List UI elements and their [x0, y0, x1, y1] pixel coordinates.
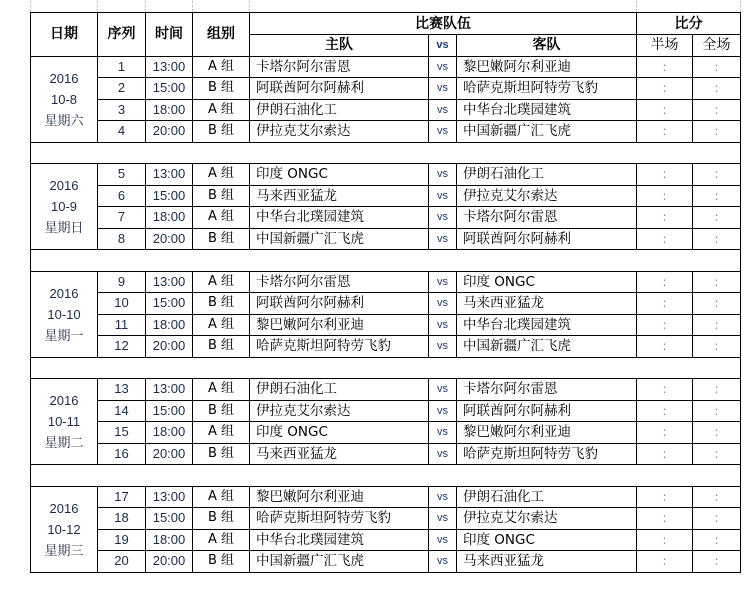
spacer-cell: [31, 250, 741, 272]
home-team-cell: 哈萨克斯坦阿特劳飞豹: [250, 508, 429, 530]
time-cell: 20:00: [146, 443, 193, 465]
group-cell: B 组: [193, 185, 250, 207]
seq-cell: 2: [98, 78, 146, 100]
table-row: [31, 379, 741, 401]
time-cell: 18:00: [146, 99, 193, 121]
home-team-cell: 印度 ONGC: [250, 164, 429, 186]
date-cell: [31, 379, 98, 465]
seq-cell: 9: [98, 271, 146, 293]
full-score-cell: :: [693, 508, 741, 530]
vs-cell: vs: [429, 228, 457, 250]
table-row: [31, 56, 741, 78]
seq-cell: 13: [98, 379, 146, 401]
gridline: [740, 0, 741, 12]
away-team-cell: 伊朗石油化工: [457, 164, 637, 186]
group-cell: A 组: [193, 207, 250, 229]
half-score-cell: :: [637, 164, 693, 186]
gridline: [636, 0, 637, 12]
away-team-cell: 哈萨克斯坦阿特劳飞豹: [457, 78, 637, 100]
date-date: 10-12: [47, 521, 81, 537]
home-team-cell: 卡塔尔阿尔雷恩: [250, 271, 429, 293]
half-score-cell: :: [637, 271, 693, 293]
away-team-cell: 中国新疆广汇飞虎: [457, 336, 637, 358]
home-team-cell: 哈萨克斯坦阿特劳飞豹: [250, 336, 429, 358]
full-score-cell: :: [693, 379, 741, 401]
table-row: [31, 293, 741, 315]
half-score-cell: :: [637, 56, 693, 78]
time-cell: 13:00: [146, 271, 193, 293]
vs-cell: vs: [429, 185, 457, 207]
date-year: 2016: [49, 393, 79, 408]
away-team-cell: 阿联酋阿尔阿赫利: [457, 400, 637, 422]
vs-cell: vs: [429, 486, 457, 508]
group-cell: B 组: [193, 78, 250, 100]
half-score-cell: :: [637, 314, 693, 336]
home-team-cell: 黎巴嫩阿尔利亚迪: [250, 314, 429, 336]
table-row: [31, 207, 741, 229]
table-row: [31, 422, 741, 444]
home-team-cell: 伊拉克艾尔索达: [250, 400, 429, 422]
seq-cell: 12: [98, 336, 146, 358]
seq-cell: 6: [98, 185, 146, 207]
away-team-cell: 印度 ONGC: [457, 271, 637, 293]
full-score-cell: :: [693, 551, 741, 573]
full-score-cell: :: [693, 314, 741, 336]
vs-cell: vs: [429, 422, 457, 444]
table-row: [31, 529, 741, 551]
time-cell: 18:00: [146, 529, 193, 551]
half-score-cell: :: [637, 185, 693, 207]
seq-cell: 18: [98, 508, 146, 530]
half-score-cell: :: [637, 99, 693, 121]
date-date: 10-9: [50, 199, 78, 214]
vs-cell: vs: [429, 529, 457, 551]
full-score-cell: :: [693, 78, 741, 100]
home-team-cell: 卡塔尔阿尔雷恩: [250, 56, 429, 78]
full-score-cell: :: [693, 164, 741, 186]
date-weekday: 星期三: [44, 542, 84, 558]
table-row: [31, 78, 741, 100]
group-cell: A 组: [193, 56, 250, 78]
away-team-cell: 黎巴嫩阿尔利亚迪: [457, 422, 637, 444]
half-score-cell: :: [637, 379, 693, 401]
full-score-cell: :: [693, 185, 741, 207]
date-year: 2016: [49, 500, 79, 516]
group-cell: B 组: [193, 508, 250, 530]
group-cell: B 组: [193, 228, 250, 250]
table-row: [31, 99, 741, 121]
gridline: [192, 0, 193, 12]
half-score-cell: :: [637, 400, 693, 422]
gridline: [145, 0, 146, 12]
vs-cell: vs: [429, 99, 457, 121]
group-cell: B 组: [193, 336, 250, 358]
date-year: 2016: [49, 178, 79, 193]
vs-cell: vs: [429, 164, 457, 186]
away-team-cell: 伊拉克艾尔索达: [457, 185, 637, 207]
spacer-cell: [31, 142, 741, 164]
time-cell: 15:00: [146, 293, 193, 315]
group-cell: B 组: [193, 443, 250, 465]
home-team-cell: 阿联酋阿尔阿赫利: [250, 78, 429, 100]
full-score-cell: :: [693, 228, 741, 250]
seq-cell: 16: [98, 443, 146, 465]
seq-cell: 20: [98, 551, 146, 573]
time-cell: 13:00: [146, 56, 193, 78]
spacer-row: [31, 142, 741, 164]
away-team-cell: 卡塔尔阿尔雷恩: [457, 379, 637, 401]
home-team-cell: 马来西亚猛龙: [250, 443, 429, 465]
seq-cell: 19: [98, 529, 146, 551]
time-cell: 18:00: [146, 422, 193, 444]
half-score-cell: :: [637, 293, 693, 315]
home-team-cell: 中华台北璞园建筑: [250, 529, 429, 551]
schedule-table: [30, 12, 741, 573]
away-team-cell: 伊拉克艾尔索达: [457, 508, 637, 530]
date-weekday: 星期日: [44, 220, 84, 235]
full-score-cell: :: [693, 443, 741, 465]
half-score-cell: :: [637, 443, 693, 465]
group-cell: A 组: [193, 422, 250, 444]
header-full: 全场: [693, 35, 741, 57]
half-score-cell: :: [637, 207, 693, 229]
vs-cell: vs: [429, 207, 457, 229]
date-year: 2016: [49, 285, 79, 301]
time-cell: 15:00: [146, 400, 193, 422]
table-row: [31, 228, 741, 250]
time-cell: 13:00: [146, 486, 193, 508]
date-date: 10-10: [47, 306, 81, 322]
home-team-cell: 伊拉克艾尔索达: [250, 121, 429, 143]
seq-cell: 11: [98, 314, 146, 336]
group-cell: A 组: [193, 99, 250, 121]
group-cell: A 组: [193, 486, 250, 508]
away-team-cell: 伊朗石油化工: [457, 486, 637, 508]
vs-cell: vs: [429, 78, 457, 100]
away-team-cell: 中国新疆广汇飞虎: [457, 121, 637, 143]
vs-cell: vs: [429, 508, 457, 530]
date-cell: [31, 486, 98, 572]
away-team-cell: 中华台北璞园建筑: [457, 314, 637, 336]
home-team-cell: 中国新疆广汇飞虎: [250, 551, 429, 573]
away-team-cell: 黎巴嫩阿尔利亚迪: [457, 56, 637, 78]
group-cell: A 组: [193, 164, 250, 186]
spacer-cell: [31, 357, 741, 379]
seq-cell: 17: [98, 486, 146, 508]
gridline: [97, 0, 98, 12]
date-weekday: 星期二: [44, 435, 84, 450]
group-cell: B 组: [193, 121, 250, 143]
home-team-cell: 中国新疆广汇飞虎: [250, 228, 429, 250]
seq-cell: 8: [98, 228, 146, 250]
half-score-cell: :: [637, 121, 693, 143]
seq-cell: 5: [98, 164, 146, 186]
full-score-cell: :: [693, 207, 741, 229]
time-cell: 13:00: [146, 379, 193, 401]
gridline: [30, 0, 31, 12]
group-cell: A 组: [193, 271, 250, 293]
date-cell: [31, 56, 98, 142]
group-cell: B 组: [193, 293, 250, 315]
header-group: 组别: [193, 13, 250, 57]
time-cell: 15:00: [146, 78, 193, 100]
vs-cell: vs: [429, 56, 457, 78]
header-home: 主队: [250, 35, 429, 57]
away-team-cell: 马来西亚猛龙: [457, 551, 637, 573]
header-seq: 序列: [98, 13, 146, 57]
header-time: 时间: [146, 13, 193, 57]
away-team-cell: 马来西亚猛龙: [457, 293, 637, 315]
header-date: 日期: [31, 13, 98, 57]
vs-cell: vs: [429, 379, 457, 401]
vs-cell: vs: [429, 293, 457, 315]
vs-cell: vs: [429, 336, 457, 358]
full-score-cell: :: [693, 121, 741, 143]
vs-cell: vs: [429, 443, 457, 465]
time-cell: 20:00: [146, 336, 193, 358]
table-row: [31, 271, 741, 293]
table-row: [31, 508, 741, 530]
date-weekday: 星期六: [44, 112, 84, 128]
full-score-cell: :: [693, 99, 741, 121]
table-row: [31, 336, 741, 358]
table-row: [31, 185, 741, 207]
table-row: [31, 443, 741, 465]
full-score-cell: :: [693, 271, 741, 293]
half-score-cell: :: [637, 78, 693, 100]
table-row: [31, 164, 741, 186]
spacer-cell: [31, 465, 741, 487]
spacer-row: [31, 250, 741, 272]
group-cell: B 组: [193, 551, 250, 573]
group-cell: B 组: [193, 400, 250, 422]
vs-cell: vs: [429, 121, 457, 143]
half-score-cell: :: [637, 486, 693, 508]
seq-cell: 4: [98, 121, 146, 143]
time-cell: 18:00: [146, 314, 193, 336]
time-cell: 15:00: [146, 185, 193, 207]
vs-cell: vs: [429, 314, 457, 336]
header-score: 比分: [637, 13, 741, 35]
full-score-cell: :: [693, 422, 741, 444]
group-cell: A 组: [193, 379, 250, 401]
home-team-cell: 伊朗石油化工: [250, 379, 429, 401]
vs-cell: vs: [429, 271, 457, 293]
half-score-cell: :: [637, 422, 693, 444]
away-team-cell: 中华台北璞园建筑: [457, 99, 637, 121]
date-date: 10-11: [47, 414, 81, 429]
time-cell: 13:00: [146, 164, 193, 186]
time-cell: 15:00: [146, 508, 193, 530]
full-score-cell: :: [693, 486, 741, 508]
table-row: [31, 486, 741, 508]
table-row: [31, 121, 741, 143]
full-score-cell: :: [693, 400, 741, 422]
date-year: 2016: [49, 70, 79, 86]
group-cell: A 组: [193, 529, 250, 551]
table-row: [31, 551, 741, 573]
group-cell: A 组: [193, 314, 250, 336]
full-score-cell: :: [693, 336, 741, 358]
away-team-cell: 卡塔尔阿尔雷恩: [457, 207, 637, 229]
time-cell: 20:00: [146, 551, 193, 573]
seq-cell: 15: [98, 422, 146, 444]
home-team-cell: 马来西亚猛龙: [250, 185, 429, 207]
half-score-cell: :: [637, 336, 693, 358]
vs-cell: vs: [429, 400, 457, 422]
header-teams: 比赛队伍: [250, 13, 637, 35]
half-score-cell: :: [637, 529, 693, 551]
away-team-cell: 阿联酋阿尔阿赫利: [457, 228, 637, 250]
away-team-cell: 哈萨克斯坦阿特劳飞豹: [457, 443, 637, 465]
seq-cell: 3: [98, 99, 146, 121]
seq-cell: 1: [98, 56, 146, 78]
away-team-cell: 印度 ONGC: [457, 529, 637, 551]
home-team-cell: 中华台北璞园建筑: [250, 207, 429, 229]
half-score-cell: :: [637, 508, 693, 530]
header-vs: vs: [429, 35, 457, 57]
home-team-cell: 黎巴嫩阿尔利亚迪: [250, 486, 429, 508]
vs-cell: vs: [429, 551, 457, 573]
home-team-cell: 阿联酋阿尔阿赫利: [250, 293, 429, 315]
time-cell: 18:00: [146, 207, 193, 229]
date-cell: [31, 271, 98, 357]
home-team-cell: 印度 ONGC: [250, 422, 429, 444]
seq-cell: 10: [98, 293, 146, 315]
full-score-cell: :: [693, 56, 741, 78]
half-score-cell: :: [637, 228, 693, 250]
time-cell: 20:00: [146, 121, 193, 143]
half-score-cell: :: [637, 551, 693, 573]
seq-cell: 7: [98, 207, 146, 229]
date-date: 10-8: [50, 91, 78, 107]
header-half: 半场: [637, 35, 693, 57]
date-cell: [31, 164, 98, 250]
table-row: [31, 314, 741, 336]
home-team-cell: 伊朗石油化工: [250, 99, 429, 121]
seq-cell: 14: [98, 400, 146, 422]
spacer-row: [31, 465, 741, 487]
header-away: 客队: [457, 35, 637, 57]
date-weekday: 星期一: [44, 327, 84, 343]
full-score-cell: :: [693, 529, 741, 551]
gridline: [249, 0, 250, 12]
table-row: [31, 400, 741, 422]
full-score-cell: :: [693, 293, 741, 315]
spacer-row: [31, 357, 741, 379]
time-cell: 20:00: [146, 228, 193, 250]
